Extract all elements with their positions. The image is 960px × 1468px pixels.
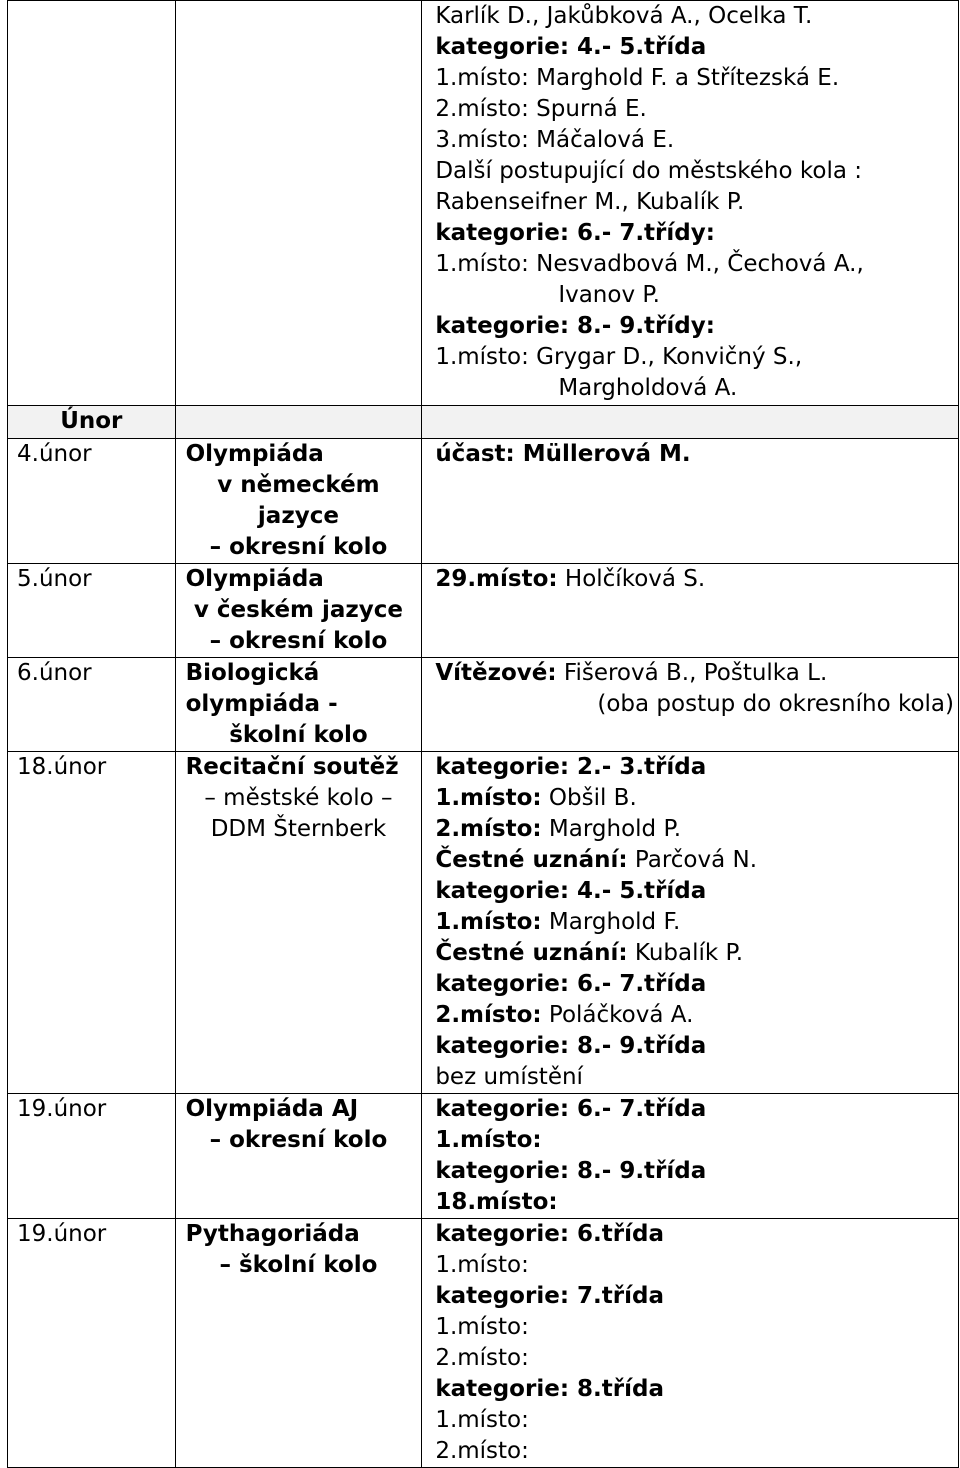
event-cell (175, 658, 422, 752)
result-cell (422, 1094, 959, 1219)
result-label: kategorie: 6.- 7.třída (435, 1096, 707, 1122)
month-label: Únor (60, 408, 123, 434)
result-line: účast: Müllerová M. (435, 441, 691, 467)
event-title: školní kolo (229, 722, 368, 748)
event-title: – školní kolo (219, 1252, 378, 1278)
result-line (435, 1062, 958, 1093)
result-cell (422, 439, 959, 564)
event-cell (175, 564, 422, 658)
event-title: Olympiáda (185, 566, 324, 592)
result-line (435, 1374, 958, 1405)
result-label: Vítězové: (435, 660, 557, 686)
result-line (435, 752, 958, 783)
event-cell (175, 1, 422, 406)
event-date: 19.únor (17, 1221, 107, 1247)
event-date: 6.únor (17, 660, 92, 686)
result-line: 2.místo: Spurná E. (435, 96, 647, 122)
result-cell (422, 752, 959, 1094)
category-label: kategorie: 8.- 9.třídy: (435, 313, 715, 339)
result-value: Kubalík P. (627, 940, 744, 966)
event-title: Olympiáda (185, 441, 324, 467)
event-title: Olympiáda AJ (185, 1096, 359, 1122)
event-date: 19.únor (17, 1096, 107, 1122)
result-value: Marghold P. (541, 816, 682, 842)
event-title: – okresní kolo (209, 534, 388, 560)
result-line: 3.místo: Máčalová E. (435, 127, 675, 153)
result-label: 1.místo: (435, 785, 542, 811)
result-value: 2.místo: (435, 1438, 529, 1464)
event-cell (175, 439, 422, 564)
result-line: Margholdová A. (558, 375, 738, 401)
result-line: Další postupující do městského kola : (435, 158, 862, 184)
result-line: Karlík D., Jakůbková A., Ocelka T. (435, 3, 813, 29)
event-subtitle: – městské kolo – (204, 785, 393, 811)
table-row (8, 1094, 959, 1219)
table-row (8, 564, 959, 658)
date-cell (8, 1094, 176, 1219)
result-value: bez umístění (435, 1064, 583, 1090)
date-cell (8, 439, 176, 564)
result-line (435, 1312, 958, 1343)
result-label: 1.místo: (435, 1127, 542, 1153)
result-value: Fišerová B., Poštulka L. (556, 660, 828, 686)
result-label: kategorie: 6.třída (435, 1221, 664, 1247)
result-line (435, 1187, 958, 1218)
result-value: Marghold F. (541, 909, 681, 935)
result-line (435, 1156, 958, 1187)
event-title: Pythagoriáda (185, 1221, 360, 1247)
table-row (8, 439, 959, 564)
result-cell (422, 1, 959, 406)
result-label: Čestné uznání: (435, 940, 628, 966)
result-cell (422, 1219, 959, 1468)
event-title: v českém jazyce (193, 597, 404, 623)
category-label: kategorie: 4.- 5.třída (435, 34, 707, 60)
result-cell (422, 564, 959, 658)
result-note: (oba postup do okresního kola) (597, 691, 954, 717)
event-subtitle: DDM Šternberk (210, 816, 387, 842)
result-line (435, 1219, 958, 1250)
date-cell (8, 752, 176, 1094)
table-row (8, 658, 959, 752)
result-line (435, 1000, 958, 1031)
result-label: 2.místo: (435, 1002, 542, 1028)
event-cell (175, 1094, 422, 1219)
result-line: 1.místo: Marghold F. a Střítezská E. (435, 65, 840, 91)
result-value: Poláčková A. (541, 1002, 694, 1028)
table-row (8, 1, 959, 406)
event-title: v německém (217, 472, 380, 498)
result-value: 1.místo: (435, 1314, 529, 1340)
date-cell (8, 658, 176, 752)
event-title: Recitační soutěž (185, 754, 399, 780)
event-cell (175, 752, 422, 1094)
result-label: Čestné uznání: (435, 847, 628, 873)
event-date: 5.únor (17, 566, 92, 592)
result-value: Parčová N. (627, 847, 758, 873)
result-line (435, 938, 958, 969)
result-line (435, 1031, 958, 1062)
result-line (435, 876, 958, 907)
results-table (7, 0, 959, 1468)
result-line (435, 814, 958, 845)
date-cell (8, 1219, 176, 1468)
result-label: 29.místo: (435, 566, 558, 592)
result-label: 2.místo: (435, 816, 542, 842)
result-line (435, 1125, 958, 1156)
result-line: Ivanov P. (558, 282, 660, 308)
result-label: kategorie: 8.třída (435, 1376, 664, 1402)
result-value: Holčíková S. (557, 566, 706, 592)
table-row (8, 752, 959, 1094)
result-value: Obšil B. (541, 785, 637, 811)
event-title: – okresní kolo (209, 1127, 388, 1153)
month-cell (8, 406, 176, 439)
result-line (435, 1436, 958, 1467)
result-line (435, 1343, 958, 1374)
event-title: jazyce (257, 503, 339, 529)
result-label: kategorie: 8.- 9.třída (435, 1158, 707, 1184)
event-title: Biologická (185, 660, 320, 686)
result-line (435, 1405, 958, 1436)
result-label: kategorie: 7.třída (435, 1283, 664, 1309)
result-line (435, 907, 958, 938)
result-value: 1.místo: (435, 1252, 529, 1278)
result-line (435, 1281, 958, 1312)
result-value: 1.místo: (435, 1407, 529, 1433)
date-cell (8, 1, 176, 406)
event-title: – okresní kolo (209, 628, 388, 654)
result-label: 18.místo: (435, 1189, 558, 1215)
result-line (435, 1094, 958, 1125)
result-cell (422, 658, 959, 752)
result-line: 1.místo: Nesvadbová M., Čechová A., (435, 251, 864, 277)
result-line (435, 845, 958, 876)
event-title: olympiáda - (185, 691, 338, 717)
result-line: 1.místo: Grygar D., Konvičný S., (435, 344, 803, 370)
result-line (435, 1250, 958, 1281)
category-label: kategorie: 6.- 7.třídy: (435, 220, 715, 246)
event-date: 4.únor (17, 441, 92, 467)
result-line (435, 969, 958, 1000)
result-line (435, 783, 958, 814)
result-value: 2.místo: (435, 1345, 529, 1371)
result-line: Rabenseifner M., Kubalík P. (435, 189, 745, 215)
table-row (8, 1219, 959, 1468)
result-label: kategorie: 6.- 7.třída (435, 971, 707, 997)
result-label: kategorie: 2.- 3.třída (435, 754, 707, 780)
result-label: kategorie: 4.- 5.třída (435, 878, 707, 904)
event-cell (175, 1219, 422, 1468)
event-date: 18.únor (17, 754, 107, 780)
month-header-row (8, 406, 959, 439)
date-cell (8, 564, 176, 658)
result-label: kategorie: 8.- 9.třída (435, 1033, 707, 1059)
result-label: 1.místo: (435, 909, 542, 935)
